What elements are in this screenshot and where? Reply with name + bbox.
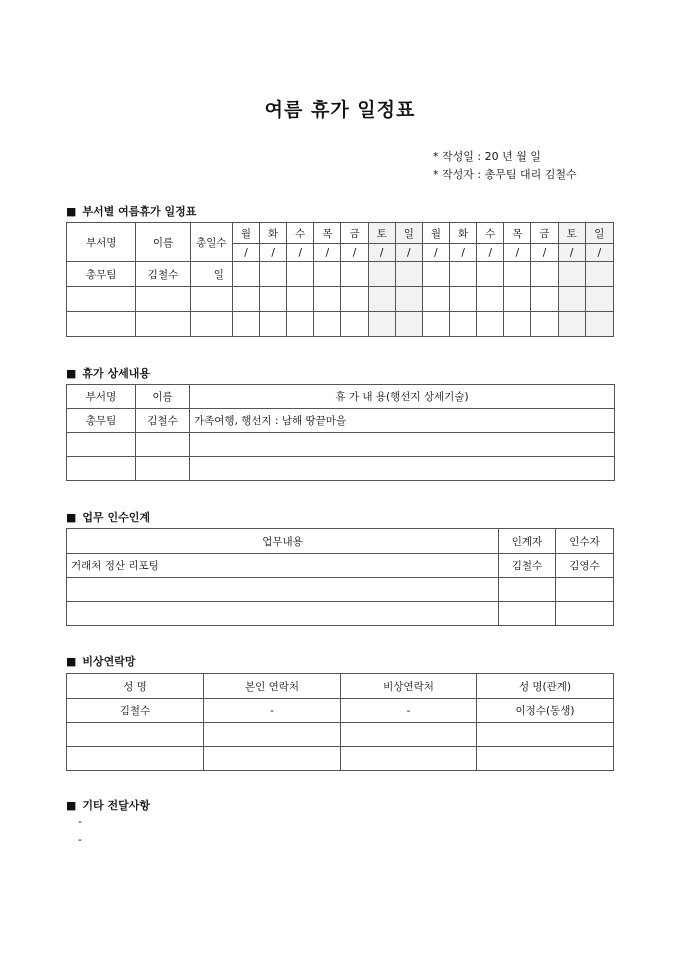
other-note-line: - [78,815,82,828]
date-slot: / [504,244,531,262]
schedule-cell-dept [67,287,136,312]
schedule-day-header: 목 [504,223,531,244]
detail-cell-name [136,457,190,481]
table-row [67,699,614,723]
handover-header-giver: 인계자 [499,529,556,554]
date-slot: / [232,244,259,262]
handover-cell-task: 거래처 정산 리포팅 [67,554,499,578]
detail-cell-content: 가족여행, 행선지 : 남해 땅끝마을 [190,409,615,433]
schedule-header-dept: 부서명 [67,223,136,262]
emergency-header-name: 성 명 [67,674,204,699]
detail-cell-name [136,433,190,457]
table-row [67,312,614,337]
emergency-header-own-contact: 본인 연락처 [204,674,341,699]
handover-header-receiver: 인수자 [556,529,614,554]
schedule-day-header: 금 [531,223,558,244]
other-note-line: - [78,833,82,846]
handover-cell-receiver [556,602,614,626]
emergency-cell-own-contact [204,723,341,747]
schedule-cell-dept [67,312,136,337]
emergency-table [66,673,614,771]
schedule-day-header: 토 [558,223,585,244]
schedule-day-header: 목 [314,223,341,244]
schedule-cell-name [136,312,190,337]
date-slot: / [287,244,314,262]
schedule-header-name: 이름 [136,223,190,262]
detail-cell-name: 김철수 [136,409,190,433]
table-row [67,262,614,287]
table-row [67,554,614,578]
emergency-cell-name-relation [477,723,614,747]
document-title: 여름 휴가 일정표 [264,99,416,121]
date-line: * 작성일 : 20 년 월 일 [433,150,541,163]
emergency-cell-name [67,723,204,747]
schedule-day-header: 토 [368,223,395,244]
handover-cell-task [67,602,499,626]
handover-cell-receiver: 김영수 [556,554,614,578]
schedule-day-header: 수 [287,223,314,244]
other-title-text: 기타 전달사항 [82,799,150,812]
schedule-day-header: 월 [232,223,259,244]
square-bullet-icon: ■ [66,367,77,380]
schedule-day-header: 일 [585,223,613,244]
date-slot: / [558,244,585,262]
detail-header-name: 이름 [136,385,190,409]
table-row [67,457,615,481]
square-bullet-icon: ■ [66,511,77,524]
date-slot: / [450,244,477,262]
detail-title-text: 휴가 상세내용 [82,367,150,380]
schedule-title-text: 부서별 여름휴가 일정표 [82,205,197,218]
emergency-title-text: 비상연락망 [82,655,136,668]
table-row [67,287,614,312]
emergency-header-emergency-contact: 비상연락처 [341,674,477,699]
date-slot: / [422,244,449,262]
handover-title-text: 업무 인수인계 [82,511,150,524]
emergency-cell-name [67,747,204,771]
emergency-cell-name-relation [477,747,614,771]
date-slot: / [314,244,341,262]
schedule-cell-name: 김철수 [136,262,190,287]
emergency-cell-own-contact: - [204,699,341,723]
emergency-section-title [66,653,136,669]
date-slot: / [368,244,395,262]
table-row [67,747,614,771]
table-row [67,409,615,433]
schedule-cell-total-days [190,312,232,337]
schedule-day-header: 월 [422,223,449,244]
square-bullet-icon: ■ [66,655,77,668]
handover-cell-giver [499,578,556,602]
table-row [67,723,614,747]
table-row [67,433,615,457]
schedule-cell-total-days [190,287,232,312]
schedule-cell-total-days: 일 [190,262,232,287]
other-section-title [66,797,150,813]
handover-table [66,528,614,626]
detail-cell-content [190,433,615,457]
schedule-day-header: 화 [260,223,287,244]
schedule-header-total-days: 총일수 [190,223,232,262]
handover-section-title [66,509,150,525]
emergency-cell-emergency-contact [341,747,477,771]
emergency-cell-emergency-contact [341,723,477,747]
date-slot: / [395,244,422,262]
schedule-day-header: 금 [341,223,368,244]
emergency-cell-name: 김철수 [67,699,204,723]
schedule-cell-name [136,287,190,312]
detail-cell-dept: 총무팀 [67,409,136,433]
detail-cell-dept [67,457,136,481]
schedule-section-title [66,203,196,219]
detail-table [66,384,615,481]
detail-cell-dept [67,433,136,457]
square-bullet-icon: ■ [66,205,77,218]
handover-cell-task [67,578,499,602]
date-slot: / [585,244,613,262]
date-slot: / [477,244,504,262]
table-row [67,578,614,602]
emergency-header-name-relation: 성 명(관계) [477,674,614,699]
schedule-cell-dept: 총무팀 [67,262,136,287]
author-line: * 작성자 : 총무팀 대리 김철수 [433,168,577,181]
handover-cell-giver [499,602,556,626]
date-slot: / [531,244,558,262]
emergency-cell-name-relation: 이정수(동생) [477,699,614,723]
detail-header-content: 휴 가 내 용(행선지 상세기술) [190,385,615,409]
handover-cell-receiver [556,578,614,602]
detail-header-dept: 부서명 [67,385,136,409]
detail-cell-content [190,457,615,481]
emergency-cell-emergency-contact: - [341,699,477,723]
schedule-day-header: 수 [477,223,504,244]
table-row [67,602,614,626]
schedule-day-header: 화 [450,223,477,244]
date-slot: / [260,244,287,262]
schedule-day-header: 일 [395,223,422,244]
square-bullet-icon: ■ [66,799,77,812]
detail-section-title [66,365,150,381]
handover-header-task: 업무내용 [67,529,499,554]
handover-cell-giver: 김철수 [499,554,556,578]
schedule-table [66,222,614,337]
date-slot: / [341,244,368,262]
emergency-cell-own-contact [204,747,341,771]
